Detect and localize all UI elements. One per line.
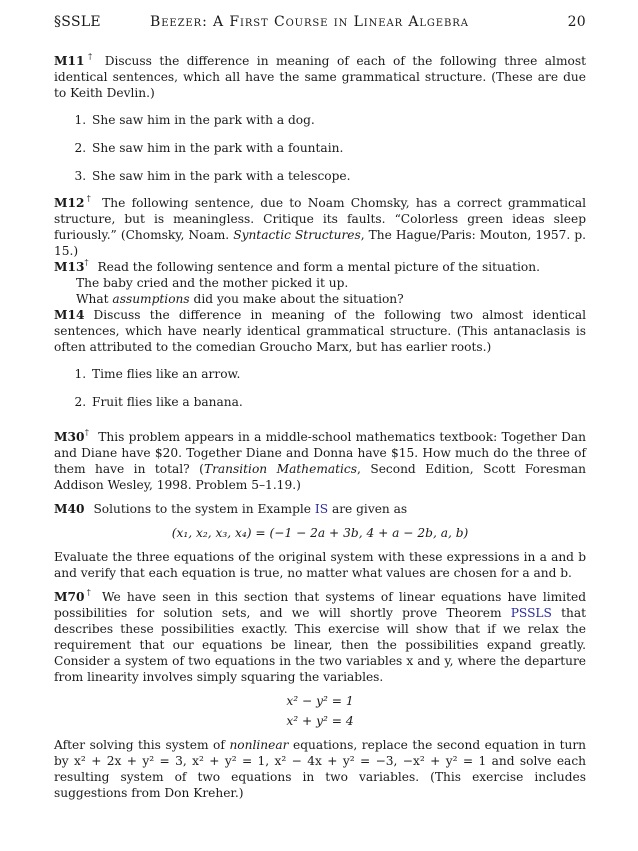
exercise-m30: [54, 429, 586, 493]
document-page: [54, 14, 586, 801]
dagger-mark: †: [84, 52, 96, 61]
list-item: 2. Fruit flies like a banana.: [90, 394, 586, 410]
exercise-text: that describes these possibilities exactly. This exercise will show that if we relax the requirement that our equations be linear, then the possibilities expand greatly. Consider a system of two equations in the two variables x and y, where the departure from linearity involves simply squaring the variables.: [54, 606, 587, 684]
dagger-mark: †: [84, 194, 94, 203]
exercise-text: The following sentence, due to Noam Chomsky, has a correct grammatical structure, but is meaningless. Critique its faults. “Colorless green ideas sleep furiously.” (Chomsky, Noam.: [54, 196, 587, 242]
list-item: 3. She saw him in the park with a telescope.: [90, 168, 586, 184]
running-header: [54, 14, 586, 36]
list-item: 1. She saw him in the park with a dog.: [90, 112, 586, 128]
question-line: [54, 291, 586, 307]
dagger-mark: †: [84, 428, 90, 437]
example-link[interactable]: IS: [314, 502, 329, 516]
exercise-text: After solving this system of: [54, 738, 225, 752]
exercise-text: We have seen in this section that systems of linear equations have limited possibilities for solution sets, and we will shortly prove Theorem: [54, 590, 586, 620]
exercise-text: , Second Edition, Scott Foresman Addison Wesley, 1998. Problem 5–1.19.): [54, 462, 586, 492]
exercise-label: M14: [54, 308, 85, 322]
exercise-text: Discuss the difference in meaning of each of the following three almost identical sentences, which all have the same grammatical structure. (These are due to Keith Devlin.): [54, 54, 586, 100]
exercise-label: M30: [54, 430, 85, 444]
sentence-list-m11: [54, 112, 586, 184]
list-item: 1. Time flies like an arrow.: [90, 366, 586, 382]
dagger-mark: †: [84, 588, 94, 597]
book-citation: Transition Mathematics: [203, 462, 358, 476]
exercise-label: M70: [54, 590, 85, 604]
exercise-label: M12: [54, 196, 85, 210]
exercise-m40: [54, 501, 586, 517]
solution-equation: (x₁, x₂, x₃, x₄) = (−1 − 2a + 3b, 4 + a − 2b, a, b): [171, 526, 469, 540]
exercise-m13: [54, 259, 586, 275]
dagger-mark: †: [84, 258, 89, 267]
section-label: §SSLE: [54, 14, 101, 30]
exercise-followup: [54, 737, 586, 801]
question-text: did you make about the situation?: [193, 292, 404, 306]
book-title: Beezer: A First Course in Linear Algebra: [150, 14, 469, 30]
exercise-followup: Evaluate the three equations of the original system with these expressions in a and b and verify that each equation is true, no matter what values are chosen for a and b.: [54, 550, 586, 580]
exercise-label: M13: [54, 260, 85, 274]
emphasis-word: nonlinear: [229, 738, 289, 752]
page-number: 20: [567, 14, 586, 30]
exercise-text: Solutions to the system in Example: [93, 502, 312, 516]
exercise-label: M40: [54, 502, 85, 516]
theorem-link[interactable]: PSSLS: [510, 606, 552, 620]
exercise-text: are given as: [331, 502, 408, 516]
question-text: What: [76, 292, 109, 306]
exercise-text: , The Hague/Paris: Mouton, 1957. p. 15.): [54, 228, 587, 258]
exercise-text: Read the following sentence and form a mental picture of the situation.: [97, 260, 540, 274]
exercise-text: This problem appears in a middle-school mathematics textbook: Together Dan and Diane have $20. Together Diane and Donna have $15. How much do the three of them have in total? (: [54, 430, 587, 476]
emphasis-word: assumptions: [112, 292, 190, 306]
exercise-text: Discuss the difference in meaning of the following two almost identical sentences, which have nearly identical grammatical structure. (This antanaclasis is often attributed to the comedian Groucho Marx, but has earlier roots.): [54, 308, 586, 354]
list-item: 2. She saw him in the park with a fountain.: [90, 140, 586, 156]
exercise-label: M11: [54, 54, 85, 68]
exercise-m11: [54, 53, 586, 101]
exercise-list: [54, 53, 586, 801]
exercise-text: equations, replace the second equation in turn by x² + 2x + y² = 3, x² + y² = 1, x² − 4x + y² = −3, −x² + y² = 1 and solve each resulting system of two equations in two variables. (This exercise includes suggestions from Don Kreher.): [54, 738, 587, 800]
exercise-m14: [54, 307, 586, 355]
sentence-list-m14: [54, 366, 586, 410]
exercise-m12: [54, 195, 586, 259]
equation-line: x² − y² = 1: [286, 694, 354, 708]
equation-line: x² + y² = 4: [286, 714, 354, 728]
exercise-m70: [54, 589, 586, 685]
equation-system: [54, 691, 586, 731]
quoted-sentence: The baby cried and the mother picked it up.: [76, 276, 349, 290]
book-citation: Syntactic Structures: [233, 228, 361, 242]
